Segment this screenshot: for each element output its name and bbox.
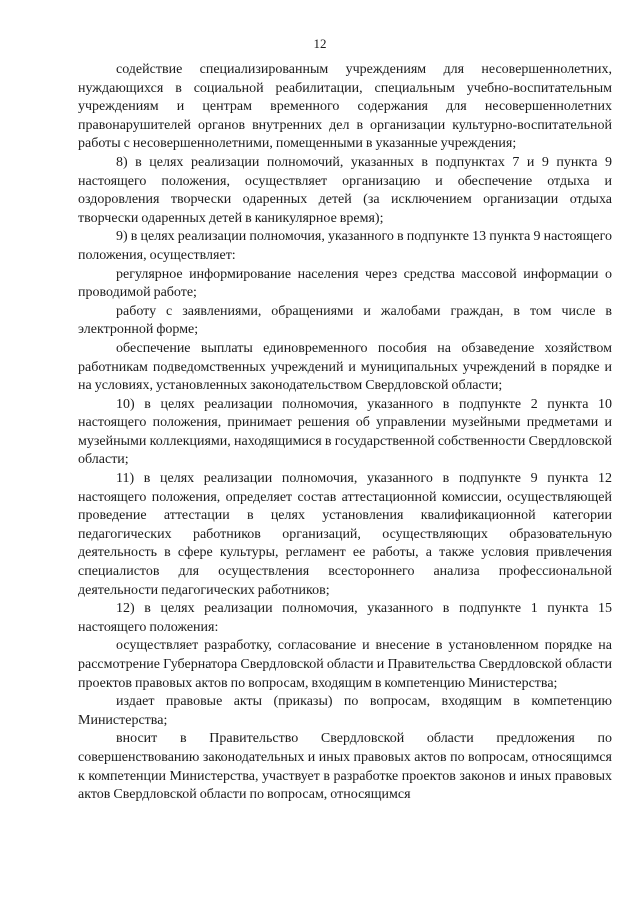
page-number: 12: [313, 36, 327, 51]
paragraph-6: обеспечение выплаты единовременного пособия на обзаведение хозяйством работникам подведомственных учреждений и муниципальных учреждений в порядке и на условиях, установленных законодательством Свердловской области;: [78, 340, 612, 394]
paragraph-12: вносит в Правительство Свердловской области предложения по совершенствованию законодательных и иных правовых актов по вопросам, относящимся к компетенции Министерства, участвует в разработке проектов законов и иных правовых актов Свердловской области по вопросам, относящимся: [78, 731, 612, 803]
paragraph-7: 10) в целях реализации полномочия, указанного в подпункте 2 пункта 10 настоящего положения, принимает решения об управлении музейными предметами и музейными коллекциями, находящимися в государственной собственности Свердловской области;: [78, 396, 612, 468]
document-body: [78, 61, 612, 805]
paragraph-11: издает правовые акты (приказы) по вопросам, входящим в компетенцию Министерства;: [78, 694, 612, 728]
paragraph-2: 8) в целях реализации полномочий, указанных в подпунктах 7 и 9 пункта 9 настоящего положения, осуществляет организацию и обеспечение отдыха и оздоровления творчески одаренных детей (за исключением организации отдыха творчески одаренных детей в каникулярное время);: [78, 154, 612, 226]
paragraph-3: 9) в целях реализации полномочия, указанного в подпункте 13 пункта 9 настоящего положения, осуществляет:: [78, 229, 612, 263]
paragraph-10: осуществляет разработку, согласование и внесение в установленном порядке на рассмотрение Губернатора Свердловской области и Правительства Свердловской области проектов правовых актов по вопросам, входящим в компетенцию Министерства;: [78, 638, 612, 691]
paragraph-1: содействие специализированным учреждениям для несовершеннолетних, нуждающихся в социальной реабилитации, специальным учебно-воспитательным учреждениям и центрам временного содержания для несовершеннолетних правонарушителей органов внутренних дел в организации культурно-воспитательной работы с несовершеннолетними, помещенными в указанные учреждения;: [78, 62, 612, 152]
paragraph-4: регулярное информирование населения через средства массовой информации о проводимой работе;: [78, 266, 612, 301]
paragraph-8: 11) в целях реализации полномочия, указанного в подпункте 9 пункта 12 настоящего положения, определяет состав аттестационной комиссии, осуществляющей проведение аттестации в целях установления квалификационной категории педагогических работников организаций, осуществляющих образовательную деятельность в сфере культуры, регламент ее работы, а также условия привлечения специалистов для осуществления всестороннего анализа профессиональной деятельности педагогических работников;: [78, 471, 612, 598]
paragraph-9: 12) в целях реализации полномочия, указанного в подпункте 1 пункта 15 настоящего положения:: [78, 601, 612, 635]
paragraph-5: работу с заявлениями, обращениями и жалобами граждан, в том числе в электронной форме;: [78, 303, 612, 338]
